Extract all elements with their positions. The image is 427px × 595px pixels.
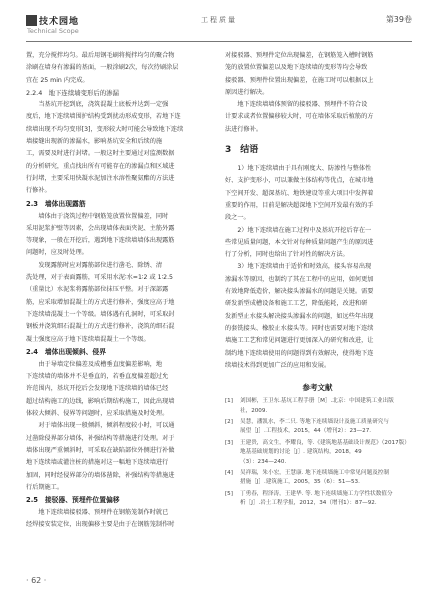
paragraph-line: 接驳器、预埋件位置出现偏差，在施工时可以根据以上 xyxy=(225,76,374,84)
journal-title: 工程质量 xyxy=(201,16,237,24)
reference-text xyxy=(240,469,410,488)
paragraph-line: 墙体出现严重倾斜时，可采取在缺陷部位外侧进行补做 xyxy=(26,446,175,454)
reference-number: [4] xyxy=(225,469,233,476)
paragraph-line: 等现象，一般在开挖后，遇到地下连续墙墙体出现露筋 xyxy=(26,237,175,245)
paragraph-line: 1）地下连续墙由于具有刚度大、防渗性与整体性 xyxy=(225,165,372,173)
paragraph-line: 行修补。 xyxy=(26,187,51,195)
reference-text xyxy=(240,490,410,509)
reference-line: 王建贵，高文生，李耀良，等.《建筑地基基础设计规范》（2017版） xyxy=(240,439,410,446)
reference-text xyxy=(240,418,410,437)
section-heading: 3 结语 xyxy=(225,145,259,156)
paragraph-line: 法进行修补。 xyxy=(225,125,263,133)
paragraph-line: 加固，同时经侵界部分的墙体凿除，补强结构等措施进 xyxy=(26,471,175,479)
paragraph-line: 行了分析，同时也给出了针对性的解决方法。 xyxy=(225,251,349,259)
reference-item xyxy=(225,469,410,488)
paragraph-line: 的分析研究，重点找出所有可能存在的渗漏点和区域进 xyxy=(26,162,175,170)
section-subtitle: Technical Scope xyxy=(27,27,79,35)
paragraph-line: 墙施工工艺和常见问题进行更加深入的研究和改进，让 xyxy=(225,337,374,345)
paragraph-line: 凝土强度应高于地下连续墙混凝土一个等级。 xyxy=(26,335,150,343)
page-header xyxy=(26,14,412,42)
volume-label: 第39卷 xyxy=(385,15,412,24)
paragraph-line: 研发新型成槽设备和施工工艺，降低能耗，改进和研 xyxy=(225,300,368,308)
paragraph-line: 采用泥浆护壁等因素，会出现墙体表面夹泥、主筋外露 xyxy=(26,224,175,232)
paragraph-line: 续墙技术得到更加广泛的应用和发展。 xyxy=(225,361,331,369)
paragraph-line: 问题时，应及时处理。 xyxy=(26,249,88,257)
paragraph-line: 重要的作用，目前是解决超深地下空间开发最有效的手 xyxy=(225,201,374,209)
reference-text xyxy=(240,439,410,467)
paragraph-line: 原因进行解决。 xyxy=(225,88,269,96)
paragraph-line: 涂刷在墙身有渗漏的基面，一般涂刷2次，每次待刷涂层 xyxy=(26,64,179,72)
reference-line: （3）：234—240. xyxy=(240,458,287,465)
paragraph-line: 渗漏水等原因，也制约了其在工程中的应用，如何更加 xyxy=(225,275,374,283)
paragraph-line: 2）地下连续墙在施工过程中及基坑开挖后存在一 xyxy=(225,226,372,234)
left-column xyxy=(26,50,211,532)
subsection-heading: 2.5 接驳器、预埋件位置偏移 xyxy=(26,496,120,505)
paragraph-line: 行后期施工。 xyxy=(26,483,64,491)
reference-item xyxy=(225,439,410,467)
paragraph-line: 体较大倾斜、侵界等问题时，应采取措施及时处理。 xyxy=(26,410,169,418)
paragraph-line: 筋，应采取增加混凝土的方式进行修补，强度应高于地 xyxy=(26,298,175,306)
reference-number: [3] xyxy=(225,439,233,446)
reference-line: 地基基础规划的讨论［J］. 建筑结构，2018，49 xyxy=(240,449,362,456)
paragraph-line: 下连续墙的墙体并不是垂直的，若垂直度偏差超过允 xyxy=(26,373,169,381)
references-title: 参考文献 xyxy=(302,383,333,393)
subsection-heading: 2.4 墙体出现倾斜、侵界 xyxy=(26,347,107,356)
reference-line: 吴祥瑞，朱小宏，王慧康. 地下连续墙施工中常见问题及控制 xyxy=(240,469,389,476)
paragraph-line: 经焊接安装定位，出现偏移主要是由于在钢筋笼制作时 xyxy=(26,521,175,529)
paragraph-line: 工，需要及时进行封堵。一般这时主要通过对监测数据 xyxy=(26,150,175,158)
reference-number: [1] xyxy=(225,398,233,405)
paragraph-line: （重量比）水泥浆将露筋部位抹压平整。对于深部露 xyxy=(26,286,169,294)
reference-line: 丁勇春，程泽涛，王建华. 等. 地下连续墙施工力学性状数值分 xyxy=(240,490,393,497)
references-list xyxy=(225,397,410,508)
paragraph-line: 下空间开发、超深基坑、地铁建设等重大项目中发挥着 xyxy=(225,189,374,197)
paragraph-line: 置，充分搅拌均匀。最后用钢毛刷将搅拌均匀的聚合物 xyxy=(26,52,175,59)
paragraph-line: 发现露筋时应对露筋部位进行凿毛、除锈、清 xyxy=(26,261,163,269)
paragraph-line: 当基坑开挖到底，浇筑混凝土底板并达到一定强 xyxy=(26,101,169,109)
paragraph-line: 3）地下连续墙由于适价和时效高，接头容易出现 xyxy=(225,263,372,271)
paragraph-line: 许范围内，基坑开挖后会发现地下连续墙的墙体已经 xyxy=(26,385,169,393)
paragraph-line: 由于导墙定位偏差及成槽垂直度偏差影响，地 xyxy=(26,360,163,368)
subsection-heading: 2.3 墙体出现露筋 xyxy=(26,199,86,208)
paragraph-line: 计要求或者位置偏移较大时，可在墙体采取后植筋的方 xyxy=(225,113,374,121)
paragraph-line: 地下连续墙墙体预留的接驳器、预埋件不符合设 xyxy=(225,101,368,109)
reference-line: 措施［J］.建筑施工，2005，35（6）：51—53. xyxy=(240,479,360,486)
reference-line: 析［J］.岩土工程学报，2012，34（增刊1）：87—92. xyxy=(240,500,377,507)
paragraph-line: 宜在 25 min 内完成。 xyxy=(26,76,89,84)
paragraph-line: 段之一。 xyxy=(225,214,250,222)
paragraph-line: 有效地降低造价，解决接头渗漏水的问题是关键。需要 xyxy=(225,288,374,296)
paragraph-line: 度后，地下连续墙围护结构受到扰动形成变形，若地下连 xyxy=(26,113,181,121)
paragraph-line: 发新型止水接头解决接头渗漏水的问题，如远些年出现 xyxy=(225,312,374,320)
paragraph-line: 下连续墙混凝土一个等级。墙体遇有孔洞时，可采取封 xyxy=(26,310,175,318)
paragraph-line: 的套铣接头、橡胶止水接头等。同时也需要对地下连续 xyxy=(225,324,374,332)
right-column-body xyxy=(225,50,410,372)
paragraph-line: 过凿除侵界部分墙体，补强结构等措施进行处理。对于 xyxy=(26,434,175,442)
section-title: 技术园地 xyxy=(39,17,80,27)
right-column xyxy=(225,50,410,511)
reference-item xyxy=(225,490,410,509)
paragraph-line: 对接驳器、预埋件定位出现偏差，在钢筋笼入槽时钢筋 xyxy=(225,52,374,59)
paragraph-line: 洗处理，对于表面露筋，可采用水泥∶水=1∶2 或 1∶2.5 xyxy=(26,274,173,282)
paragraph-line: 地下连续墙接驳器、预埋件在钢筋笼制作时就已 xyxy=(26,509,169,517)
reference-text xyxy=(240,397,410,416)
paragraph-line: 续墙出现不均匀变形[3]，变形较大时可能会导致地下连续 xyxy=(26,125,184,133)
reference-item xyxy=(225,418,410,437)
reference-item xyxy=(225,397,410,416)
reference-number: [5] xyxy=(225,490,233,497)
paragraph-line: 超过结构施工的边线，影响后期结构施工，因此出现墙 xyxy=(26,397,175,405)
paragraph-line: 行封堵，主要采用快凝水泥加注水溶性聚氨酯的方法进 xyxy=(26,174,175,182)
reference-line: 社，2009. xyxy=(240,407,268,414)
paragraph-line: 对于墙体出现一般倾斜，倾斜程度较小时，可以通 xyxy=(26,422,175,430)
reference-number: [2] xyxy=(225,418,233,425)
reference-line: 吴慧，潘凯水，李二只. 等地下连续墙设计及施工质量研究与 xyxy=(240,418,389,425)
reference-line: 展望［J］.工程技术，2015，44（增刊2）：23—27. xyxy=(240,428,372,435)
paragraph-line: 墙体由于浇筑过程中钢筋笼放置位置偏差，同时 xyxy=(26,212,169,220)
paragraph-line: 笼的放置位置偏差以及地下连续墙的变形等均会导致 xyxy=(225,64,368,72)
paragraph-line: 钢板并浇筑细石混凝土的方式进行修补，浇筑的细石混 xyxy=(26,323,175,331)
paragraph-line: 制约地下连续墙使用的问题得到有效解决，使得地下连 xyxy=(225,349,374,357)
reference-line: 刘国彬，王卫东.基坑工程手册［M］.北京：中国建筑工业出版 xyxy=(240,398,394,405)
paragraph-line: 些常见质量问题，本文针对每种质量问题产生的原因进 xyxy=(225,238,374,246)
paragraph-line: 地下连续墙或灌注桩的措施对这一幅地下连续墙进行 xyxy=(26,459,169,467)
paragraph-line: 好、支护变形小，可以兼做主体结构等优点，在城市地 xyxy=(225,177,374,185)
paragraph-line: 墙接缝出现新的渗漏水，影响基坑安全和后续的施 xyxy=(26,138,163,146)
page-number: · 62 · xyxy=(26,576,47,585)
sub-subsection-heading: 2.2.4 地下连续墙变形后的渗漏 xyxy=(26,88,119,97)
